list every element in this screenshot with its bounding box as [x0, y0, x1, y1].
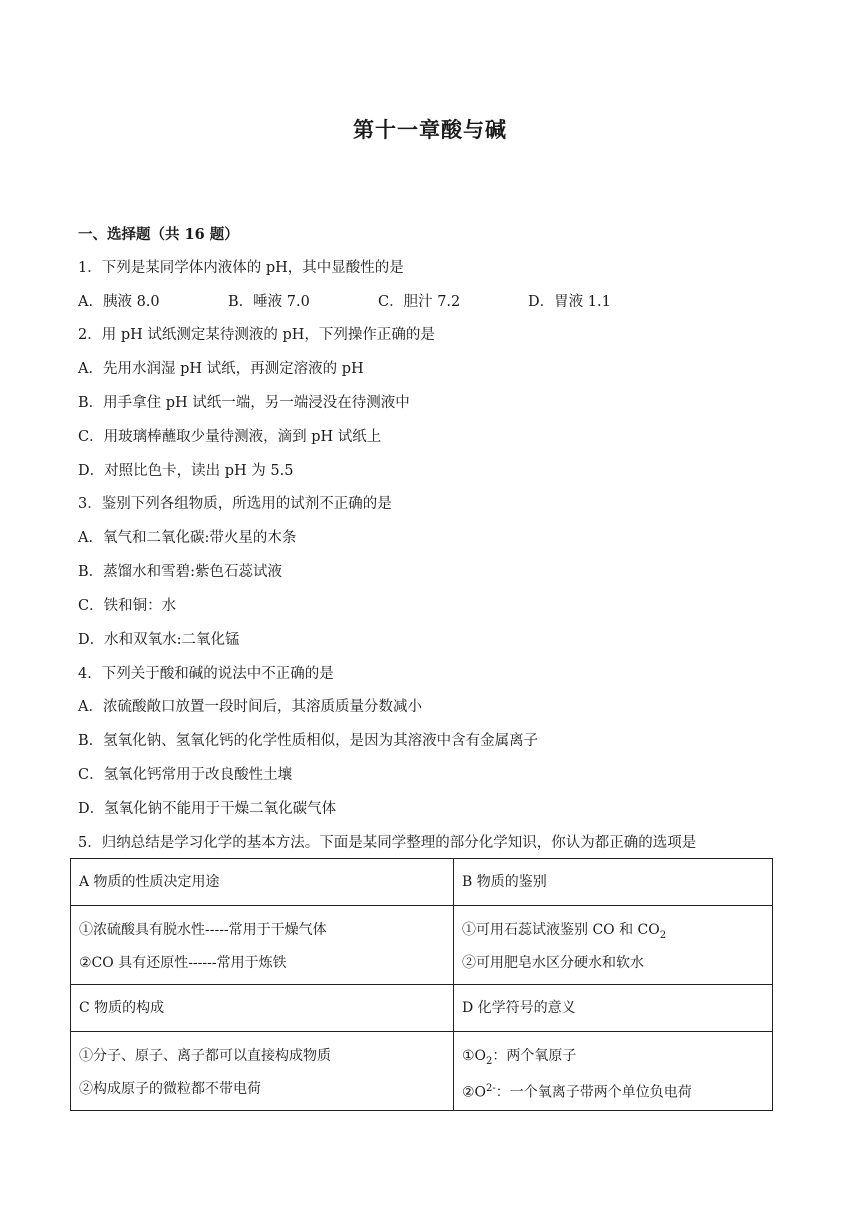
- question-3-option-a: A．氧气和二氧化碳:带火星的木条: [78, 530, 297, 546]
- cell-d-line-1: [462, 1044, 772, 1077]
- question-4-stem: 4．下列关于酸和碱的说法中不正确的是: [78, 666, 334, 682]
- question-1-option-d: D．胃液 1.1: [528, 294, 611, 310]
- question-2-option-a: A．先用水润湿 pH 试纸，再测定溶液的 pH: [78, 361, 364, 377]
- question-4-option-a: A．浓硫酸敞口放置一段时间后，其溶质质量分数减小: [78, 699, 422, 715]
- cell-c-line-2: ②构成原子的微粒都不带电荷: [79, 1081, 261, 1097]
- cell-d-line-2: [462, 1077, 772, 1110]
- question-2-option-d: D．对照比色卡，读出 pH 为 5.5: [78, 463, 294, 479]
- o2-subscript: 2: [486, 1055, 493, 1067]
- cell-c-body: [71, 1032, 454, 1111]
- question-1-option-b: B．唾液 7.0: [228, 294, 310, 310]
- page-title: 第十一章酸与碱: [353, 117, 507, 142]
- question-3-stem: 3．鉴别下列各组物质，所选用的试剂不正确的是: [78, 496, 392, 512]
- cell-b-line-1: [462, 918, 772, 951]
- cell-d-head: D 化学符号的意义: [454, 985, 773, 1032]
- table-row: [71, 985, 773, 1032]
- question-4-option-b: B．氢氧化钠、氢氧化钙的化学性质相似，是因为其溶液中含有金属离子: [78, 733, 539, 749]
- table-row: [71, 906, 773, 985]
- question-3-option-c: C．铁和铜：水: [78, 598, 177, 614]
- cell-a-head: A 物质的性质决定用途: [71, 859, 454, 906]
- table-row: [71, 1032, 773, 1111]
- cell-b-line-1-text: ①可用石蕊试液鉴别 CO 和 CO: [462, 922, 660, 938]
- cell-b-head: B 物质的鉴别: [454, 859, 773, 906]
- question-2-option-c: C．用玻璃棒蘸取少量待测液，滴到 pH 试纸上: [78, 429, 382, 445]
- cell-d-body: [454, 1032, 773, 1111]
- question-3-option-b: B．蒸馏水和雪碧:紫色石蕊试液: [78, 564, 283, 580]
- question-1-option-a: A．胰液 8.0: [78, 294, 160, 310]
- oxide-ion-meaning: ：一个氧离子带两个单位负电荷: [495, 1084, 692, 1101]
- question-1-stem: 1．下列是某同学体内液体的 pH，其中显酸性的是: [78, 260, 404, 276]
- question-4-option-d: D．氢氧化钠不能用于干燥二氧化碳气体: [78, 801, 337, 817]
- cell-c-line-1: ①分子、原子、离子都可以直接构成物质: [79, 1048, 331, 1064]
- cell-b-body: [454, 906, 773, 985]
- knowledge-table: [70, 858, 773, 1111]
- question-3-option-d: D．水和双氧水:二氧化锰: [78, 632, 240, 648]
- question-4-option-c: C．氢氧化钙常用于改良酸性土壤: [78, 767, 293, 783]
- question-1-option-c: C．胆汁 7.2: [378, 294, 461, 310]
- cell-c-head: C 物质的构成: [71, 985, 454, 1032]
- section-heading: 一、选择题（共 16 题）: [78, 226, 239, 243]
- cell-a-body: [71, 906, 454, 985]
- question-5-stem: 5．归纳总结是学习化学的基本方法。下面是某同学整理的部分化学知识，你认为都正确的选项是: [78, 835, 697, 851]
- question-2-option-b: B．用手拿住 pH 试纸一端，另一端浸没在待测液中: [78, 395, 410, 411]
- cell-a-line-1: ①浓硫酸具有脱水性-----常用于干燥气体: [79, 922, 327, 938]
- cell-a-line-2: ②CO 具有还原性------常用于炼铁: [79, 955, 287, 971]
- question-2-stem: 2．用 pH 试纸测定某待测液的 pH，下列操作正确的是: [78, 327, 435, 343]
- o2-symbol: ①O: [462, 1048, 487, 1064]
- oxide-ion-charge: 2-: [486, 1083, 496, 1094]
- co2-subscript: 2: [659, 929, 667, 941]
- table-row: [71, 859, 773, 906]
- oxide-ion-symbol: ②O: [462, 1084, 487, 1101]
- o2-meaning: ：两个氧原子: [492, 1048, 577, 1064]
- cell-b-line-2: ②可用肥皂水区分硬水和软水: [462, 955, 644, 971]
